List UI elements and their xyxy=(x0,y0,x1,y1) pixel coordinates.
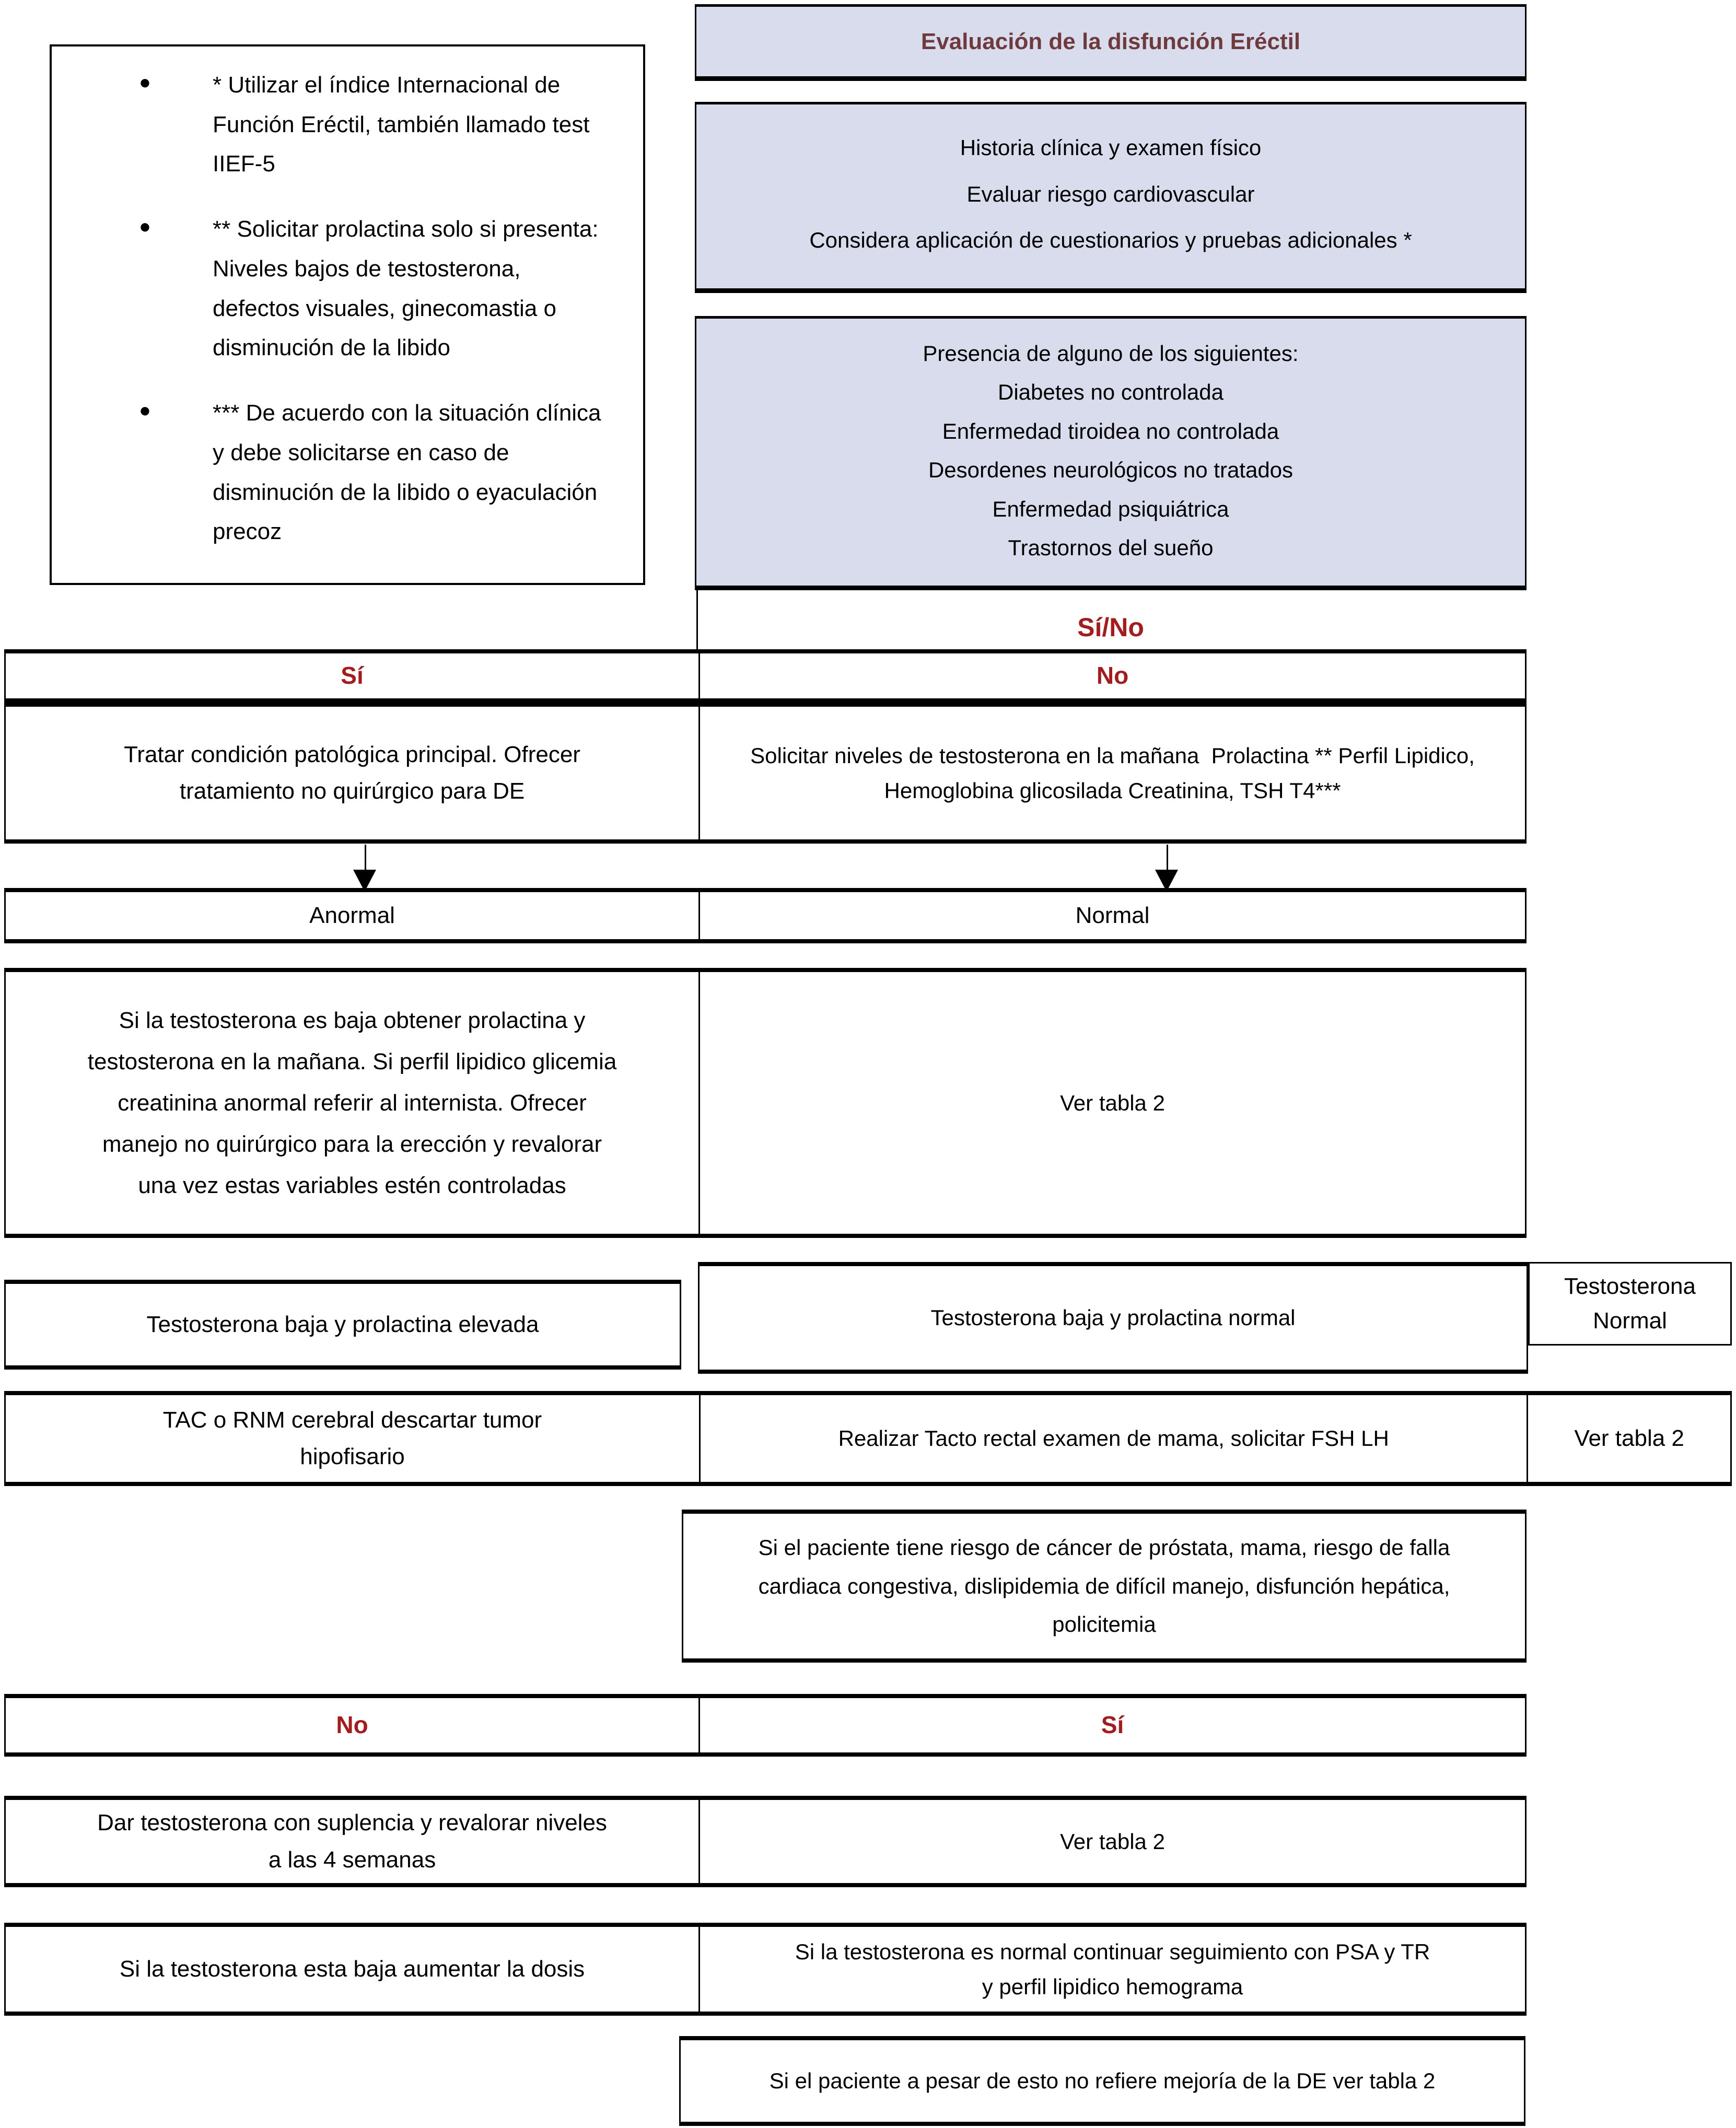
evaluation-box xyxy=(695,102,1527,293)
bullet-icon: ● xyxy=(139,72,151,93)
footnote-item-3 xyxy=(52,393,622,552)
see-table-2-cell: Ver tabla 2 xyxy=(1527,1395,1730,1482)
presence-line-6: Trastornos del sueño xyxy=(1008,535,1214,560)
yes-no-label: Sí/No xyxy=(1077,613,1144,642)
supplement-row xyxy=(4,1796,1527,1887)
footnote-text-1: * Utilizar el índice Internacional de Función Eréctil, también llamado test IIEF-5 xyxy=(213,72,590,177)
treat-condition-cell: Tratar condición patológica principal. Ofrecer tratamiento no quirúrgico para DE xyxy=(124,741,580,804)
footnote-text-3: *** De acuerdo con la situación clínica y debe solicitarse en caso de disminución de la libido o eyaculación precoz xyxy=(213,400,601,545)
footnotes-box xyxy=(50,44,645,585)
abnormal-management-cell: Si la testosterona es baja obtener prolactina y testosterona en la mañana. Si perfil lipidico glicemia creatinina anormal referir al internista. Ofrecer manejo no quirúrgico para la erección y revalorar una vez estas variables estén controladas xyxy=(87,1007,617,1199)
followup-row xyxy=(4,1923,1527,2016)
decision2-no-cell: No xyxy=(336,1711,368,1739)
footnote-text-2: ** Solicitar prolactina solo si presenta: Niveles bajos de testosterona, defectos visuales, ginecomastia o disminución de la libido xyxy=(213,216,599,361)
result-normal-cell: Normal xyxy=(698,892,1525,939)
testosterone-low-prolactin-normal-box: Testosterona baja y prolactina normal xyxy=(698,1262,1528,1374)
workup-row xyxy=(4,1391,1732,1486)
final-box: Si el paciente a pesar de esto no refiere mejoría de la DE ver tabla 2 xyxy=(679,2036,1525,2126)
actions-row-1 xyxy=(4,703,1527,844)
decision-row-1 xyxy=(4,649,1527,703)
presence-line-3: Enfermedad tiroidea no controlada xyxy=(942,418,1279,443)
title-box xyxy=(695,4,1527,81)
footnote-item-2 xyxy=(52,209,622,368)
presence-line-1: Presencia de alguno de los siguientes: xyxy=(923,341,1299,366)
presence-line-2: Diabetes no controlada xyxy=(998,380,1224,405)
arrow-down-left-line xyxy=(365,845,366,872)
tac-rnm-cell: TAC o RNM cerebral descartar tumor hipofisario xyxy=(162,1407,542,1469)
testosterone-low-prolactin-high-box: Testosterona baja y prolactina elevada xyxy=(4,1280,681,1370)
decision1-no-cell: No xyxy=(698,653,1525,698)
evaluation-line-3: Considera aplicación de cuestionarios y pruebas adicionales * xyxy=(809,228,1412,253)
continue-followup-cell: Si la testosterona es normal continuar seguimiento con PSA y TR y perfil lipidico hemograma xyxy=(698,1927,1525,2012)
risk-box: Si el paciente tiene riesgo de cáncer de próstata, mama, riesgo de falla cardiaca congestiva, dislipidemia de difícil manejo, disfunción hepática, policitemia xyxy=(682,1510,1527,1663)
presence-line-4: Desordenes neurológicos no tratados xyxy=(928,458,1294,483)
abnormal-management-row xyxy=(4,968,1527,1238)
presence-box xyxy=(695,316,1527,590)
decision2-yes-cell: Sí xyxy=(698,1698,1525,1752)
arrow-down-right-line xyxy=(1167,845,1168,872)
result-abnormal-cell: Anormal xyxy=(309,902,395,928)
decision1-yes-cell: Sí xyxy=(341,662,364,689)
presence-line-5: Enfermedad psiquiátrica xyxy=(992,496,1229,521)
increase-dose-cell: Si la testosterona esta baja aumentar la dosis xyxy=(119,1956,585,1982)
footnote-item-1 xyxy=(52,65,622,184)
bullet-icon: ● xyxy=(139,216,151,238)
give-testosterone-cell: Dar testosterona con suplencia y revalorar niveles a las 4 semanas xyxy=(97,1810,607,1873)
rectal-exam-cell: Realizar Tacto rectal examen de mama, solicitar FSH LH xyxy=(699,1395,1527,1482)
bullet-icon: ● xyxy=(139,400,151,422)
page-title: Evaluación de la disfunción Eréctil xyxy=(921,28,1301,54)
request-labs-cell: Solicitar niveles de testosterona en la mañana Prolactina ** Perfil Lipidico, Hemoglobina glicosilada Creatinina, TSH T4*** xyxy=(698,707,1525,839)
decision-row-2 xyxy=(4,1694,1527,1757)
evaluation-line-2: Evaluar riesgo cardiovascular xyxy=(966,181,1255,206)
see-table-2-cell: Ver tabla 2 xyxy=(698,972,1525,1234)
see-table-2-cell: Ver tabla 2 xyxy=(698,1800,1525,1883)
evaluation-line-1: Historia clínica y examen físico xyxy=(960,135,1262,160)
results-row xyxy=(4,888,1527,943)
testosterone-normal-box: Testosterona Normal xyxy=(1528,1262,1732,1346)
